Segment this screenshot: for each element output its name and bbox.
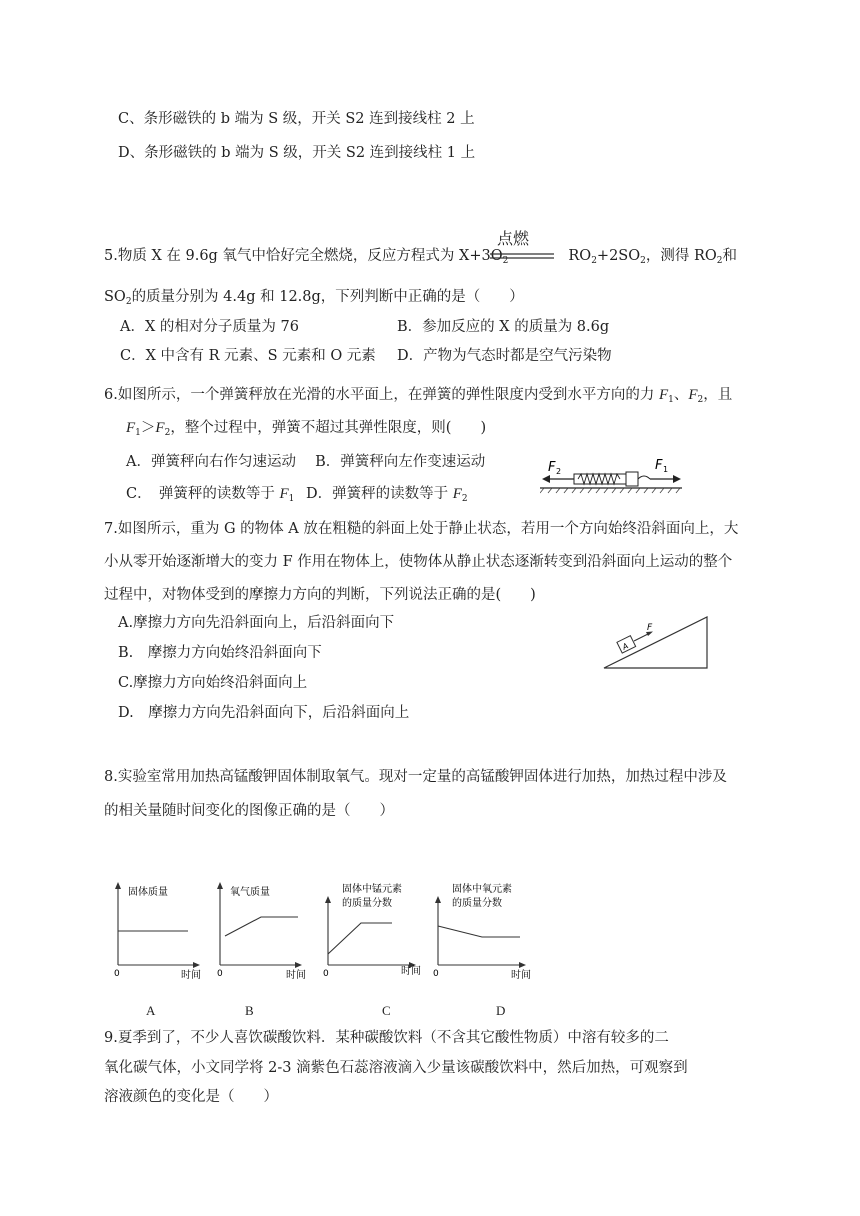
svg-text:0: 0 bbox=[217, 969, 223, 979]
q5-option-d: D．产物为气态时都是空气污染物 bbox=[397, 348, 612, 364]
svg-text:0: 0 bbox=[433, 969, 439, 979]
svg-text:的质量分数: 的质量分数 bbox=[452, 898, 502, 909]
svg-text:固体中锰元素: 固体中锰元素 bbox=[342, 884, 402, 895]
graph-b bbox=[210, 880, 312, 980]
svg-text:时间: 时间 bbox=[511, 970, 531, 980]
graph-tag-b: B bbox=[245, 1003, 254, 1018]
svg-text:1: 1 bbox=[663, 465, 669, 474]
svg-text:氧气质量: 氧气质量 bbox=[230, 887, 270, 898]
svg-text:0: 0 bbox=[323, 969, 329, 979]
reaction-condition-label: 点燃 bbox=[497, 229, 530, 248]
q7-stem-line1: 7.如图所示，重为 G 的物体 A 放在粗糙的斜面上处于静止状态，若用一个方向始终沿斜面向上，大 bbox=[104, 521, 739, 537]
graph-a bbox=[108, 880, 210, 980]
q7-option-d: D. 摩擦力方向先沿斜面向下，后沿斜面向上 bbox=[118, 705, 410, 721]
q4-option-d: D、条形磁铁的 b 端为 S 级，开关 S2 连到接线柱 1 上 bbox=[118, 145, 476, 161]
svg-text:时间: 时间 bbox=[401, 966, 421, 977]
q5-option-b: B．参加反应的 X 的质量为 8.6g bbox=[397, 319, 610, 335]
force-f1-label: F bbox=[655, 458, 663, 473]
q9-stem-line3: 溶液颜色的变化是（ ） bbox=[104, 1089, 278, 1105]
q7-stem-line3: 过程中，对物体受到的摩擦力方向的判断，下列说法正确的是( ) bbox=[104, 587, 536, 603]
q7-option-a: A.摩擦力方向先沿斜面向上，后沿斜面向下 bbox=[118, 615, 395, 631]
q7-option-c: C.摩擦力方向始终沿斜面向上 bbox=[118, 675, 308, 691]
q8-stem-line1: 8.实验室常用加热高锰酸钾固体制取氧气。现对一定量的高锰酸钾固体进行加热，加热过程中涉及 bbox=[104, 769, 727, 785]
q7-option-b: B. 摩擦力方向始终沿斜面向下 bbox=[118, 645, 322, 661]
force-f-label: F bbox=[647, 623, 653, 633]
q6-option-c: C． 弹簧秤的读数等于 $F_1$ bbox=[126, 486, 295, 504]
svg-text:2: 2 bbox=[556, 467, 562, 476]
q8-stem-line2: 的相关量随时间变化的图像正确的是（ ） bbox=[104, 803, 394, 819]
graph-tag-a: A bbox=[146, 1003, 156, 1018]
svg-text:0: 0 bbox=[114, 969, 120, 979]
q6-stem-line2: $F_1>F_2$，整个过程中，弹簧不超过其弹性限度，则( ) bbox=[126, 420, 487, 438]
spring-scale-figure bbox=[540, 455, 685, 495]
q7-stem-line2: 小从零开始逐渐增大的变力 F 作用在物体上，使物体从静止状态逐渐转变到沿斜面向上运动的整个 bbox=[104, 554, 733, 570]
reaction-arrow-double-line bbox=[490, 252, 554, 260]
svg-text:固体质量: 固体质量 bbox=[128, 887, 168, 898]
force-f2-label: F bbox=[548, 460, 556, 475]
svg-text:时间: 时间 bbox=[286, 970, 306, 980]
q6-option-ab: A．弹簧秤向右作匀速运动 B．弹簧秤向左作变速运动 bbox=[126, 454, 486, 470]
q9-stem-line2: 氧化碳气体，小文同学将 2-3 滴紫色石蕊溶液滴入少量该碳酸饮料中，然后加热，可观察到 bbox=[104, 1060, 688, 1076]
q6-stem-line1: 6.如图所示，一个弹簧秤放在光滑的水平面上，在弹簧的弹性限度内受到水平方向的力 $F_1$、$F_2$，且 bbox=[104, 387, 733, 405]
graph-d bbox=[428, 880, 540, 980]
graph-tag-d: D bbox=[496, 1003, 506, 1018]
q6-option-d: D．弹簧秤的读数等于 $F_2$ bbox=[306, 486, 468, 504]
q5-stem-line1: 5.物质 X 在 9.6g 氧气中恰好完全燃烧，反应方程式为 $X+3O_2$ $RO_2+2SO_2$，测得 $RO_2$和 bbox=[104, 248, 738, 266]
q4-option-c: C、条形磁铁的 b 端为 S 级，开关 S2 连到接线柱 2 上 bbox=[118, 111, 475, 127]
graph-tag-c: C bbox=[382, 1003, 391, 1018]
svg-text:的质量分数: 的质量分数 bbox=[342, 898, 392, 909]
q5-stem-line2: $SO_2$的质量分别为 4.4g 和 12.8g，下列判断中正确的是（ ） bbox=[104, 289, 524, 307]
q9-stem-line1: 9.夏季到了，不少人喜饮碳酸饮料．某种碳酸饮料（不含其它酸性物质）中溶有较多的二 bbox=[104, 1030, 669, 1046]
svg-text:固体中氧元素: 固体中氧元素 bbox=[452, 884, 512, 895]
svg-text:时间: 时间 bbox=[181, 970, 201, 980]
graph-c bbox=[318, 880, 428, 980]
incline-figure bbox=[600, 615, 712, 673]
q5-option-a: A．X 的相对分子质量为 76 bbox=[120, 319, 299, 335]
block-a-label: A bbox=[620, 641, 630, 652]
q5-option-c: C．X 中含有 R 元素、S 元素和 O 元素 bbox=[120, 348, 376, 364]
